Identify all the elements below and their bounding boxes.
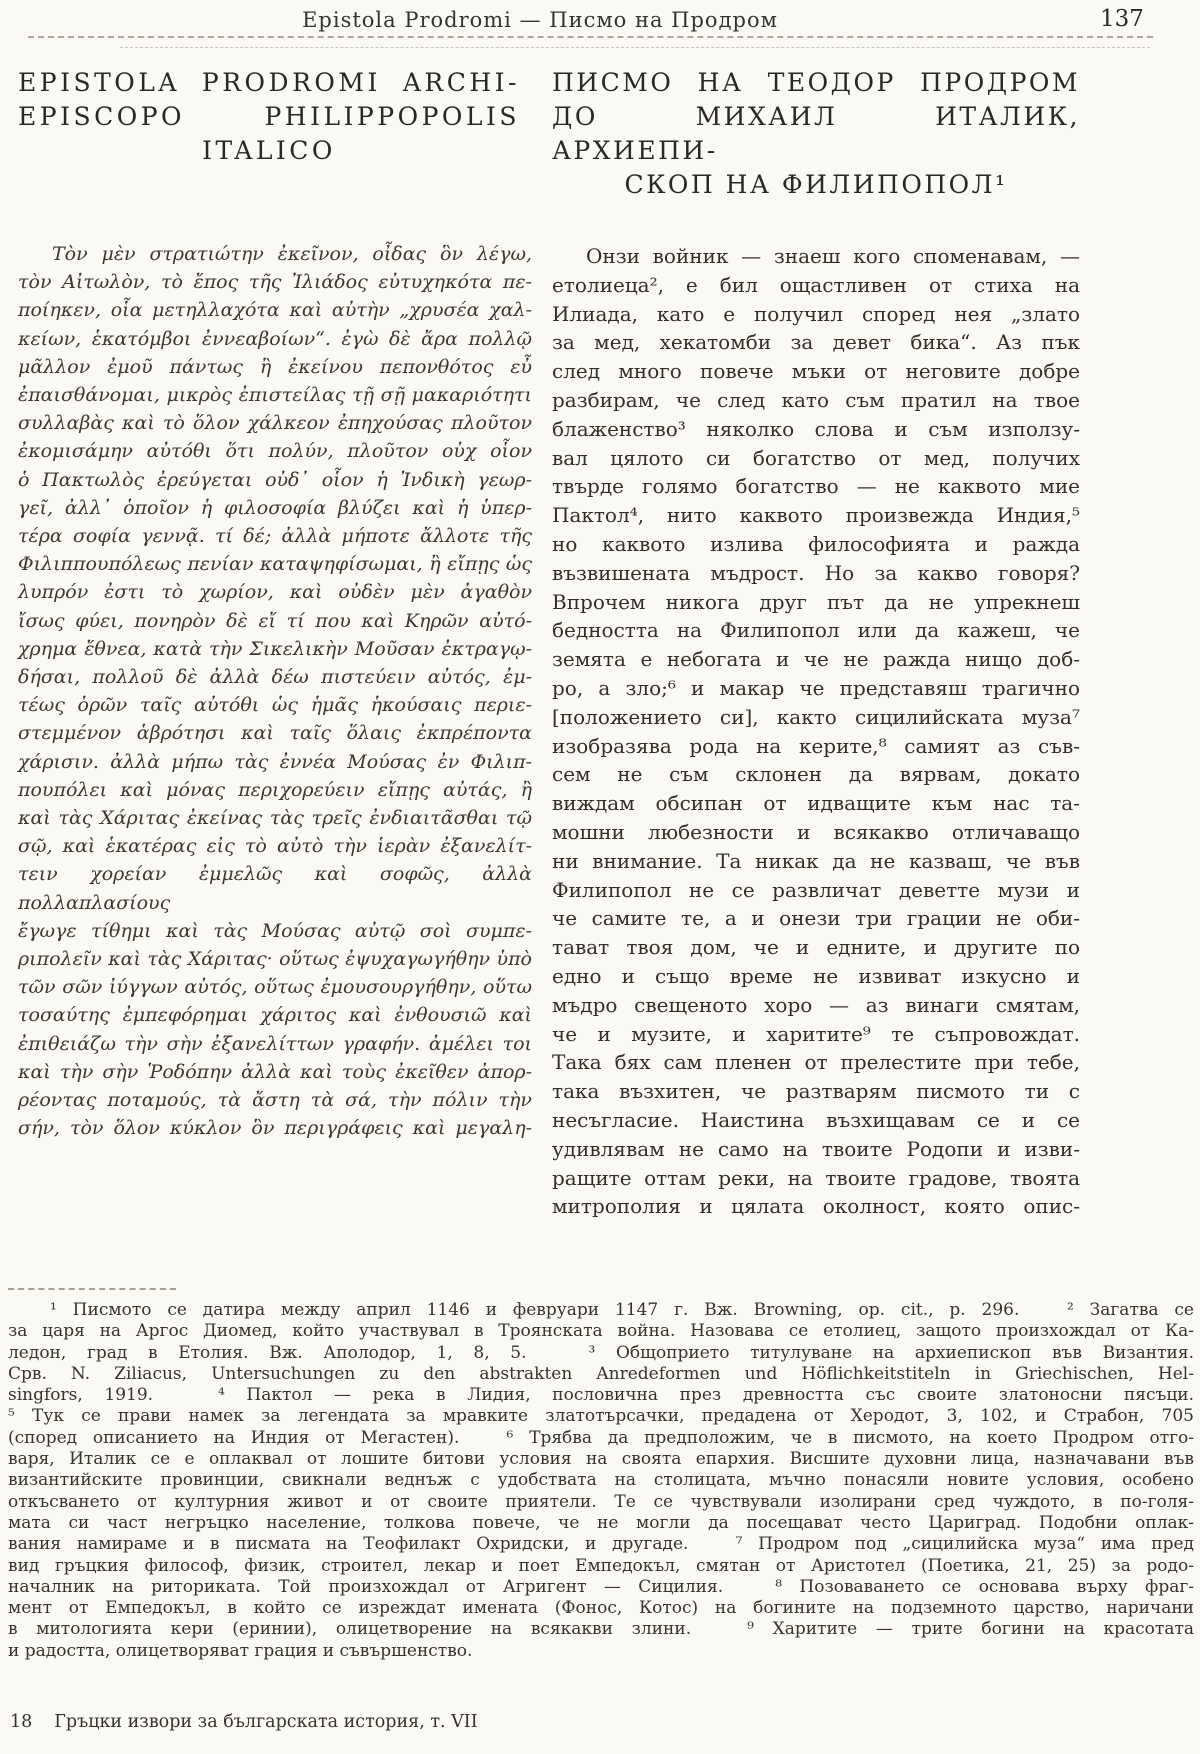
text-line: вал цялото си богатство от мед, получих — [552, 445, 1080, 470]
text-line: τειν χορείαν ἐμμελῶς καὶ σοφῶς, ἀλλὰ πολλαπλασίους — [18, 863, 532, 914]
text-line: мъдро свещеното хоро — аз винаги смятам, — [552, 992, 1080, 1017]
text-line: откъсването от културния живот и от своите приятели. Те се чувствували изолирани сред чуждото, в по-голя- — [8, 1491, 1194, 1512]
text-line: χρημα ἔθνεα, κατὰ τὴν Σικελικὴν Μοῦσαν ἐκτραγῳ- — [18, 637, 532, 660]
text-line: ни внимание. Та никак да не казваш, че във — [552, 848, 1080, 873]
text-line: митрополия и цялата околност, която опис- — [552, 1194, 1080, 1219]
text-line: κείων, ἑκατόμβοι ἐννεαβοίων“. ἐγὼ δὲ ἄρα πολλῷ — [18, 327, 532, 350]
text-line: [положението си], както сицилийската муза⁷ — [552, 704, 1080, 729]
text-line: σῷ, καὶ ἑκατέρας εἰς τὸ αὐτὸ τὴν ἱερὰν ἐξανελίτ- — [18, 835, 532, 858]
text-line: земята е небогата и че не ражда нищо доб- — [552, 647, 1080, 672]
text-line: Впрочем никога друг път да не упрекнеш — [552, 589, 1080, 614]
text-line: сем не съм склонен да вярвам, докато — [552, 762, 1080, 787]
text-line: мошни любезности и всякакво отличаващо — [552, 819, 1080, 844]
text-line: γεῖ, ἀλλ᾽ ὁποῖον ἡ φιλοσοφία βλύζει καὶ ἡ ὑπερ- — [18, 496, 532, 519]
text-line: ρέοντας ποταμούς, τὰ ἄστη τὰ σά, τὴν πόλιν τὴν — [18, 1089, 532, 1112]
footnote-separator-rule — [8, 1288, 176, 1290]
text-line: καὶ τὴν σὴν Ῥοδόπην ἀλλὰ καὶ τοὺς ἐκεῖθεν ἀπορ- — [18, 1060, 532, 1083]
text-line: ποίηκεν, οἷα μετηλλαχότα καὶ αὐτὴν „χρυσέα χαλ- — [18, 299, 532, 322]
text-line: възвишената мъдрост. Но за какво говоря? — [552, 560, 1080, 585]
text-line: блаженство³ няколко слова и съм използу- — [552, 416, 1080, 441]
signature-line — [10, 1712, 478, 1732]
text-line: ¹ Писмото се датира между април 1146 и февруари 1147 г. Вж. Browning, op. cit., p. 296. ² Загатва се — [50, 1300, 1194, 1320]
text-line: Така бях сам пленен от прелестите при тебе, — [552, 1050, 1080, 1075]
text-line: в митологията кери (еринии), олицетворение на всякакви злини. ⁹ Харитите — трите богини на красотата — [8, 1619, 1194, 1640]
text-line: мата си част негръцко население, толкова повече, че не могли да посещават често Цариград. Подобни оплак- — [8, 1512, 1194, 1533]
header-rule-top — [28, 36, 1153, 38]
text-line: τὸν Αἰτωλὸν, τὸ ἔπος τῆς Ἰλιάδος εὐτυχηκότα πε- — [18, 271, 532, 294]
text-line: несъгласие. Наистина възхищавам се и се — [552, 1107, 1080, 1132]
text-line: че и музите, и харитите⁹ те съпровождат. — [552, 1021, 1080, 1046]
text-line: ἐπιθειάζω τὴν σὴν ἐξανελίττων γραφήν. ἀμέλει τοι — [18, 1032, 532, 1055]
text-line: твърде голямо богатство — не каквото мие — [552, 474, 1080, 499]
footnotes-block — [8, 1300, 1194, 1662]
text-line: така възхитен, че разтварям писмото ти с — [552, 1079, 1080, 1104]
text-line: τῶν σῶν ἰύγγων αὐτός, οὕτως ἐμουσουργήθην, οὕτω — [18, 976, 532, 999]
text-line: στεμμένον ἁβρότησι καὶ ταῖς ὅλαις ἐκπρέποντα — [18, 722, 532, 745]
bulgarian-column-title — [552, 66, 1080, 202]
text-line: ДО МИХАИЛ ИТАЛИК, АРХИЕПИ- — [552, 102, 1080, 165]
text-line: τέως ὁρῶν ταῖς αὐτόθι ὡς ἡμᾶς ἡκούσαις περιε- — [18, 694, 532, 717]
text-line: че самите те, а и онези три грации не оби- — [552, 906, 1080, 931]
text-line: ПИСМО НА ТЕОДОР ПРОДРОМ — [552, 68, 1080, 97]
text-line: ἴσως φύει, πονηρὸν δὲ εἴ τί που καὶ Κηρῶν αὐτό- — [18, 609, 532, 632]
text-line: Пактол⁴, нито каквото произвежда Индия,⁵ — [552, 503, 1080, 528]
text-line: ἔγωγε τίθημι καὶ τὰς Μούσας αὐτῷ σοὶ συμπε- — [18, 919, 532, 942]
text-line: Срв. N. Ziliacus, Untersuchungen zu den abstrakten Anredeformen und Höflichkeitstiteln in Griechischen, Hel- — [8, 1363, 1194, 1384]
text-line: Онзи войник — знаеш кого споменавам, — — [586, 244, 1080, 268]
text-line: τοσαύτης ἐμπεφόρημαι χάριτος καὶ ἐνθουσιῶ καὶ — [18, 1004, 532, 1027]
text-line: но каквото излива философията и ражда — [552, 531, 1080, 556]
text-line: ледон, град в Етолия. Вж. Аполодор, 1, 8, 5. ³ Общоприето титулуване на архиепископ във Византия. — [8, 1342, 1194, 1363]
text-line: виждам обсипан от идващите към нас та- — [552, 791, 1080, 816]
text-line: ὁ Πακτωλὸς ἐρεύγεται οὐδ᾽ οἷον ἡ Ἰνδικὴ γεωρ- — [18, 468, 532, 491]
text-line: EPISTOLA PRODROMI ARCHI- — [18, 68, 520, 97]
text-line: singfors, 1919. ⁴ Пактол — река в Лидия, пословична през древността със своите златоносни пясъци. — [8, 1385, 1194, 1406]
text-line: ро, а зло;⁶ и макар че представяш трагично — [552, 675, 1080, 700]
text-line: СКОП НА ФИЛИПОПОЛ¹ — [624, 170, 1008, 199]
text-line: едно и също време не извиват изкусно и — [552, 963, 1080, 988]
text-line: началник на риториката. Той произхождал от Агригент — Сицилия. ⁸ Позоваването се основава върху фраг- — [8, 1576, 1194, 1597]
header-rule-bottom — [120, 47, 1150, 48]
text-line: Φιλιππουπόλεως πενίαν καταψηφίσωμαι, ἢ εἴπῃς ὡς — [18, 553, 532, 576]
text-line: συλλαβὰς καὶ τὸ ὅλον χάλκεον ἐπηχούσας πλοῦτον — [18, 412, 532, 435]
text-line: Илиада, като е получил според нея „злато — [552, 301, 1080, 326]
text-line: Филипопол не се развличат деветте музи и — [552, 877, 1080, 902]
text-line: χάρισιν. ἀλλὰ μήπω τὰς ἐννέα Μούσας ἐν Φιλιπ- — [18, 750, 532, 773]
latin-column-title — [18, 66, 520, 168]
text-line: тават твоя дом, че и едните, и другите по — [552, 935, 1080, 960]
bulgarian-text-column — [552, 242, 1080, 1221]
text-line: λυπρόν ἐστι τὸ χωρίον, καὶ οὐδὲν μὲν ἀγαθὸν — [18, 581, 532, 604]
text-line: Τὸν μὲν στρατιώτην ἐκεῖνον, οἶδας ὃν λέγω, — [52, 243, 532, 265]
text-line: πουπόλει καὶ μόνας περιχορεύειν εἴπῃς αὐτάς, ἢ — [18, 778, 532, 801]
text-line: мент от Емпедокъл, в който се изреждат имената (Фонос, Котос) на богините на подземното царство, наричани — [8, 1598, 1194, 1619]
running-head: Epistola Prodromi — Писмо на Продром — [302, 8, 778, 32]
text-line: удивлявам не само на твоите Родопи и изви- — [552, 1136, 1080, 1161]
text-line: ἐπαισθάνομαι, μικρὸς ἐπιστείλας τῇ σῇ μακαριότητι — [18, 384, 532, 407]
text-line: след много повече мъки от неговите добре — [552, 359, 1080, 384]
text-line: τέρα σοφία γεννᾷ. τί δέ; ἀλλὰ μήποτε ἄλλοτε τῆς — [18, 525, 532, 548]
text-line: разбирам, че след като съм пратил на твое — [552, 387, 1080, 412]
text-line: σήν, τὸν ὅλον κύκλον ὃν περιγράφεις καὶ μεγαλη- — [18, 1117, 532, 1140]
text-line: вания намираме и в писмата на Теофилакт Охридски, и другаде. ⁷ Продром под „сицилийска муза“ има пред — [8, 1534, 1194, 1555]
text-line: за мед, хекатомби за девет бика“. Аз пък — [552, 330, 1080, 355]
text-line: καὶ τὰς Χάριτας ἐκείνας τὰς τρεῖς ἐνδιαιτᾶσθαι τῷ — [18, 807, 532, 830]
page-number: 137 — [1100, 6, 1144, 32]
text-line: ἐκομισάμην αὐτόθι ὅτι πολύν, πλοῦτον οὐχ οἷον — [18, 440, 532, 463]
text-line: ⁵ Тук се прави намек за легендата за мравките златотърсачки, предадена от Херодот, 3, 102, и Страбон, 705 — [8, 1406, 1194, 1427]
text-line: изобразява рода на керите,⁸ самият аз съв- — [552, 733, 1080, 758]
greek-text-column — [18, 240, 532, 1143]
text-line: за царя на Аргос Диомед, който участвувал в Троянската война. Назовава се етолиец, защото произхождал от Ка- — [8, 1321, 1194, 1342]
text-line: EPISCOPO PHILIPPOPOLIS — [18, 102, 520, 131]
text-line: (според описанието на Индия от Мегастен). ⁶ Трябва да предположим, че в писмото, на което Продром отго- — [8, 1427, 1194, 1448]
text-line: бедността на Филипопол или да кажеш, че — [552, 618, 1080, 643]
text-line: вид гръцкия философ, физик, строител, лекар и поет Емпедокъл, смятан от Аристотел (Поетика, 21, 25) за родо- — [8, 1555, 1194, 1576]
text-line: варя, Италик се е оплаквал от лошите битови условия на своята епархия. Висшите духовни лица, назначавани във — [8, 1449, 1194, 1470]
text-line: ριπολεῖν καὶ τὰς Χάριτας· οὕτως ἐψυχαγωγήθην ὑπὸ — [18, 948, 532, 971]
text-line: μᾶλλον ἐμοῦ πάντως ἢ ἐκείνου πεπονθότος εὖ — [18, 355, 532, 378]
text-line: етолиеца², е бил ощастливен от стиха на — [552, 272, 1080, 297]
text-line: δήσαι, πολλοῦ δὲ ἀλλὰ δέω πιστεύειν αὐτός, ἐμ- — [18, 666, 532, 689]
text-line: и радостта, олицетворяват грация и съвършенство. — [8, 1640, 473, 1661]
book-title: Гръцки извори за българската история, т. VII — [54, 1712, 478, 1732]
signature-number: 18 — [10, 1712, 33, 1732]
text-line: ращите оттам реки, на твоите градове, твоята — [552, 1165, 1080, 1190]
text-line: византийските провинции, свикнали веднъж с удобствата на столицата, мъчно понасяли новите условия, особено — [8, 1470, 1194, 1491]
text-line: ITALICO — [202, 136, 336, 165]
